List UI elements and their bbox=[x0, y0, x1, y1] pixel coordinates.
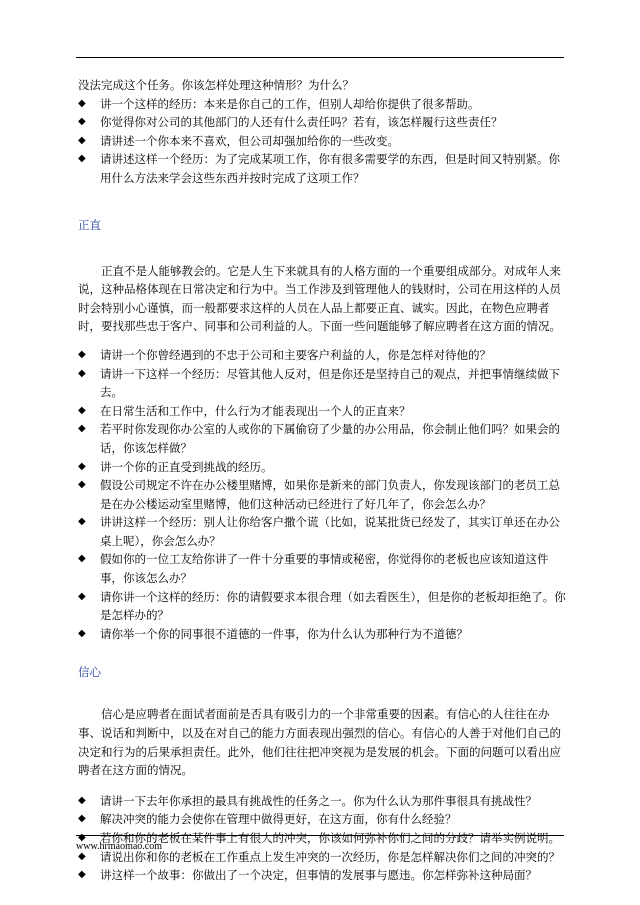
list-item-text: 假如你的一位工友给你讲了一件十分重要的事情或秘密，你觉得你的老板也应该知道这件事，你该怎么办？ bbox=[100, 552, 549, 586]
diamond-bullet-icon: ◆ bbox=[78, 516, 86, 528]
diamond-bullet-icon: ◆ bbox=[78, 813, 86, 825]
footer-url: www.hrmaomao.com bbox=[76, 841, 162, 852]
section-paragraph-integrity: 正直不是人能够教会的。它是人生下来就具有的人格方面的一个重要组成部分。对成年人来说，这种品格体现在日常决定和行为中。当工作涉及到管理他人的钱财时，公司在用这样的人员时会特别小心谨慎，而一般都要求这样的人员在人品上都要正直、诚实。因此，在物色应聘者时，要找那些忠于客户、同事和公司利益的人。下面一些问题能够了解应聘者在这方面的情况。 bbox=[78, 263, 561, 334]
list-item-text: 请讲述一个你本来不喜欢，但公司却强加给你的一些改变。 bbox=[100, 133, 399, 148]
list-item bbox=[78, 132, 566, 151]
list-item-text: 解决冲突的能力会使你在管理中做得更好，在这方面，你有什么经验？ bbox=[100, 812, 457, 827]
header-rule bbox=[76, 57, 564, 58]
section-heading-confidence: 信心 bbox=[78, 665, 101, 680]
list-item bbox=[78, 476, 566, 513]
list-item bbox=[78, 792, 566, 811]
diamond-bullet-icon: ◆ bbox=[78, 134, 86, 146]
diamond-bullet-icon: ◆ bbox=[78, 404, 86, 416]
list-item bbox=[78, 513, 566, 550]
diamond-bullet-icon: ◆ bbox=[78, 627, 86, 639]
list-item bbox=[78, 625, 566, 644]
bullet-list-confidence bbox=[78, 792, 566, 885]
list-item bbox=[78, 866, 566, 885]
diamond-bullet-icon: ◆ bbox=[78, 367, 86, 379]
list-item-text: 请讲一个你曾经遇到的不忠于公司和主要客户利益的人，你是怎样对待他的？ bbox=[100, 347, 491, 362]
list-item bbox=[78, 550, 566, 587]
list-item bbox=[78, 458, 566, 477]
list-item-text: 你觉得你对公司的其他部门的人还有什么责任吗？若有，该怎样履行这些责任？ bbox=[100, 115, 503, 130]
list-item-text: 请讲一下去年你承担的最具有挑战性的任务之一。你为什么认为那件事很具有挑战性？ bbox=[100, 793, 537, 808]
intro-continuation: 没法完成这个任务。你该怎样处理这种情形？为什么？ bbox=[78, 78, 354, 92]
diamond-bullet-icon: ◆ bbox=[78, 460, 86, 472]
list-item-text: 请你举一个你的同事很不道德的一件事，你为什么认为那种行为不道德？ bbox=[100, 626, 468, 641]
list-item-text: 若你和你的老板在某件事上有很大的冲突，你该如何弥补你们之间的分歧？请举实例说明。 bbox=[100, 831, 560, 845]
page-content bbox=[78, 76, 566, 885]
list-item bbox=[78, 402, 566, 421]
bullet-list-top bbox=[78, 95, 566, 188]
list-item bbox=[78, 346, 566, 365]
list-item-text: 假设公司规定不许在办公楼里赌博，如果你是新来的部门负责人，你发现该部门的老员工总是在办公楼运动室里赌博，他们这种活动已经进行了好几年了，你会怎么办？ bbox=[100, 478, 560, 511]
list-item bbox=[78, 95, 566, 114]
list-item bbox=[78, 150, 566, 187]
bullet-list-integrity bbox=[78, 346, 566, 644]
list-item bbox=[78, 588, 566, 625]
list-item bbox=[78, 113, 566, 132]
list-item-text: 请讲述这样一个经历：为了完成某项工作，你有很多需要学的东西，但是时间又特别紧。你用什么方法来学会这些东西并按时完成了这项工作？ bbox=[100, 152, 560, 185]
list-item-text: 请说出你和你的老板在工作重点上发生冲突的一次经历，你是怎样解决你们之间的冲突的？ bbox=[100, 849, 560, 864]
diamond-bullet-icon: ◆ bbox=[78, 423, 86, 435]
diamond-bullet-icon: ◆ bbox=[78, 590, 86, 602]
diamond-bullet-icon: ◆ bbox=[78, 553, 86, 565]
list-item-text: 讲一个这样的经历：本来是你自己的工作，但别人却给你提供了很多帮助。 bbox=[100, 96, 480, 111]
diamond-bullet-icon: ◆ bbox=[78, 794, 86, 806]
list-item-text: 讲这样一个故事：你做出了一个决定，但事情的发展事与愿违。你怎样弥补这种局面？ bbox=[100, 868, 537, 883]
list-item-text: 若平时你发现你办公室的人或你的下属偷窃了少量的办公用品，你会制止他们吗？如果会的话，你该怎样做？ bbox=[100, 422, 560, 455]
list-item-text: 讲一个你的正直受到挑战的经历。 bbox=[100, 459, 273, 474]
list-item-text: 在日常生活和工作中，什么行为才能表现出一个人的正直来？ bbox=[100, 403, 411, 418]
section-heading-integrity: 正直 bbox=[78, 217, 101, 232]
diamond-bullet-icon: ◆ bbox=[78, 116, 86, 128]
diamond-bullet-icon: ◆ bbox=[78, 479, 86, 491]
diamond-bullet-icon: ◆ bbox=[78, 850, 86, 862]
diamond-bullet-icon: ◆ bbox=[78, 348, 86, 360]
list-item bbox=[78, 365, 566, 402]
diamond-bullet-icon: ◆ bbox=[78, 97, 86, 109]
list-item-text: 讲讲这样一个经历：别人让你给客户撒个谎（比如，说某批货已经发了，其实订单还在办公桌上呢），你会怎么办？ bbox=[100, 515, 560, 548]
list-item bbox=[78, 810, 566, 829]
footer-rule bbox=[76, 835, 564, 836]
section-paragraph-confidence: 信心是应聘者在面试者面前是否具有吸引力的一个非常重要的因素。有信心的人往往在办事、说话和判断中，以及在对自己的能力方面表现出强烈的信心。有信心的人善于对他们自己的决定和行为的后果承担责任。此外，他们往往把冲突视为是发展的机会。下面的问题可以看出应聘者在这方面的情况。 bbox=[78, 707, 561, 778]
diamond-bullet-icon: ◆ bbox=[78, 869, 86, 881]
diamond-bullet-icon: ◆ bbox=[78, 832, 86, 843]
list-item-text: 请讲一下这样一个经历：尽管其他人反对，但是你还是坚持自己的观点，并把事情继续做下去。 bbox=[100, 366, 560, 400]
list-item-text: 请你讲一个这样的经历：你的请假要求本很合理（如去看医生），但是你的老板却拒绝了。你是怎样办的？ bbox=[100, 589, 566, 623]
diamond-bullet-icon: ◆ bbox=[78, 153, 86, 165]
list-item bbox=[78, 420, 566, 457]
